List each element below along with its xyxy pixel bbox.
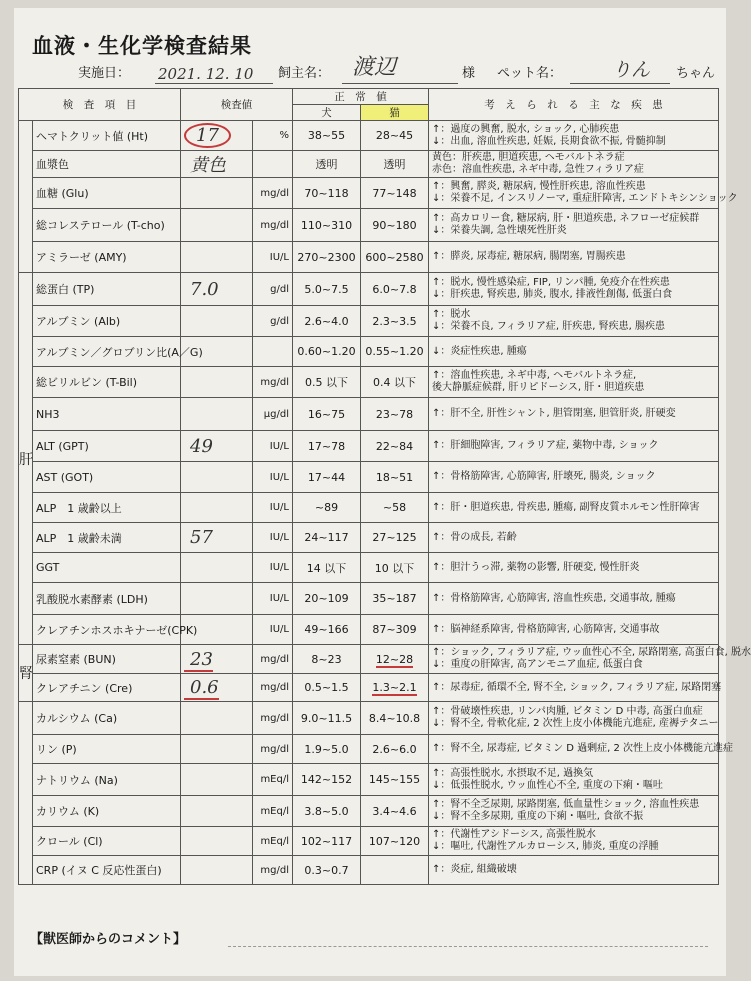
unit: mEq/l: [253, 796, 293, 827]
cat-range-text: 10 以下: [374, 561, 415, 575]
disease-up: ↑：尿毒症, 循環不全, 腎不全, ショック, フィラリア症, 尿路閉塞: [432, 681, 722, 693]
dog-range: 5.0~7.5: [293, 273, 361, 306]
unit: [253, 337, 293, 367]
unit: mg/dl: [253, 209, 293, 242]
col-disease: 考 え ら れ る 主 な 疾 患: [429, 89, 719, 121]
unit: g/dl: [253, 273, 293, 306]
vet-comment-label: 【獣医師からのコメント】: [30, 932, 187, 947]
item-name: ナトリウム (Na): [33, 764, 181, 796]
date-underline: [155, 83, 273, 84]
disease-list: [429, 796, 719, 827]
cat-range-text: 87~309: [372, 623, 417, 636]
item-name: ALP 1 歳齢以上: [33, 493, 181, 523]
item-name: カルシウム (Ca): [33, 702, 181, 735]
item-name: 総蛋白 (TP): [33, 273, 181, 306]
disease-list: [429, 645, 751, 674]
disease-up: ↑：腎不全, 尿毒症, ビタミン D 過剰症, 2 次性上皮小体機能亢進症: [432, 743, 734, 754]
test-value: [181, 583, 253, 615]
cat-range-text: 2.3~3.5: [372, 314, 417, 328]
item-name: NH3: [33, 398, 181, 431]
col-dog: 犬: [293, 105, 361, 121]
cat-range: [361, 553, 429, 583]
disease-list: [429, 273, 719, 306]
table-row: [19, 431, 719, 462]
unit: IU/L: [253, 553, 293, 583]
kidney-label: 腎: [19, 666, 33, 682]
table-row: [19, 796, 719, 827]
cat-range-text: 0.55~1.20: [365, 345, 424, 358]
table-row: [19, 306, 719, 337]
dog-range: 102~117: [293, 827, 361, 856]
chan-label: ちゃん: [676, 66, 716, 81]
test-value: [181, 367, 253, 398]
cat-range-text: 23~78: [375, 407, 414, 421]
item-name: GGT: [33, 553, 181, 583]
disease-down: ↓：重度の肝障害, 高アンモニア血症, 低蛋白食: [432, 659, 643, 670]
disease-list: [429, 493, 719, 523]
dog-range: 70~118: [293, 178, 361, 209]
owner-value: 渡辺: [352, 55, 397, 80]
disease-down: 後大静脈症候群, 肝リピドーシス, 肝・胆道疾患: [432, 382, 645, 393]
cat-range-text: 28~45: [375, 129, 414, 142]
table-row: [19, 553, 719, 583]
disease-down: ↓：腎不全, 骨軟化症, 2 次性上皮小体機能亢進症, 産褥テタニー: [432, 718, 719, 729]
disease-list: [429, 462, 719, 493]
test-value: [181, 856, 253, 885]
test-value-text: [184, 619, 190, 640]
test-value: [181, 645, 253, 674]
cat-range: [361, 764, 429, 796]
item-name: クロール (Cl): [33, 827, 181, 856]
item-name: ALT (GPT): [33, 431, 181, 462]
col-cat: 猫: [361, 105, 429, 121]
item-name: カリウム (K): [33, 796, 181, 827]
test-value: [181, 553, 253, 583]
test-value: [181, 398, 253, 431]
cat-range-text: 27~125: [372, 531, 417, 544]
test-value-text: [184, 183, 190, 204]
table-row: [19, 273, 719, 306]
test-value-text: [184, 404, 190, 425]
col-item: 検 査 項 目: [19, 89, 181, 121]
table-row: [19, 523, 719, 553]
test-value: [181, 242, 253, 273]
disease-up: ↑：ショック, フィラリア症, ウッ血性心不全, 尿路閉塞, 高蛋白食, 脱水: [432, 647, 751, 658]
test-value-text: 0.6: [184, 677, 219, 700]
cat-range-text: 透明: [383, 158, 406, 171]
disease-up: ↑：代謝性アシドーシス, 高張性脱水: [432, 829, 596, 840]
unit: mEq/l: [253, 764, 293, 796]
disease-up: ↑：膵炎, 尿毒症, 糖尿病, 腸閉塞, 胃腸疾患: [432, 251, 626, 262]
cat-range: [361, 242, 429, 273]
test-value: [181, 431, 253, 462]
unit: IU/L: [253, 242, 293, 273]
test-value-text: [184, 801, 190, 822]
test-value-text: [184, 372, 190, 393]
disease-up: ↑：脱水, 慢性感染症, FIP, リンパ腫, 免疫介在性疾患: [432, 277, 670, 288]
table-row: [19, 702, 719, 735]
unit: mg/dl: [253, 645, 293, 674]
disease-down: 赤色：溶血性疾患, ネギ中毒, 急性フィラリア症: [432, 164, 644, 175]
item-name: ALP 1 歳齢未満: [33, 523, 181, 553]
cat-range: [361, 523, 429, 553]
table-row: [19, 583, 719, 615]
disease-list: [429, 735, 734, 764]
unit: IU/L: [253, 462, 293, 493]
dog-range: 1.9~5.0: [293, 735, 361, 764]
test-value-text: [184, 860, 190, 881]
cat-range-text: 77~148: [372, 186, 417, 200]
disease-list: [429, 178, 738, 209]
disease-down: ↓：栄養不良, フィラリア症, 肝疾患, 腎疾患, 腸疾患: [432, 321, 666, 332]
page-title: 血液・生化学検査結果: [32, 34, 252, 58]
disease-up: ↑：肝・胆道疾患, 骨疾患, 腫瘍, 副腎皮質ホルモン性肝障害: [432, 501, 700, 513]
side-label: [19, 121, 33, 273]
disease-up: ↑：骨の成長, 若齢: [432, 531, 517, 543]
table-row: [19, 856, 719, 885]
disease-list: [429, 523, 719, 553]
dog-range: 0.60~1.20: [293, 337, 361, 367]
unit: μg/dl: [253, 398, 293, 431]
cat-range: [361, 796, 429, 827]
dog-range: 0.3~0.7: [293, 856, 361, 885]
disease-up: ↑：高カロリー食, 糖尿病, 肝・胆道疾患, ネフローゼ症候群: [432, 213, 700, 224]
table-row: [19, 735, 719, 764]
test-value: [181, 827, 253, 856]
unit: IU/L: [253, 493, 293, 523]
dog-range: 17~44: [293, 462, 361, 493]
item-name: 尿素窒素 (BUN): [33, 645, 181, 674]
disease-list: [429, 398, 719, 431]
test-value: [181, 209, 253, 242]
dog-range: 142~152: [293, 764, 361, 796]
unit: mg/dl: [253, 702, 293, 735]
item-name: 血漿色: [33, 151, 181, 178]
test-value-text: 49: [190, 435, 213, 457]
test-value: [181, 121, 253, 151]
disease-up: ↑：肝不全, 肝性シャント, 胆管閉塞, 胆管肝炎, 肝硬変: [432, 408, 676, 419]
test-value-text: [184, 497, 190, 518]
disease-up: ↑：脳神経系障害, 骨格筋障害, 心筋障害, 交通事故: [432, 623, 660, 635]
dog-range: 9.0~11.5: [293, 702, 361, 735]
owner-label: 飼主名：: [278, 66, 331, 81]
cat-range-text: 2.6~6.0: [372, 742, 417, 756]
table-row: [19, 615, 719, 645]
table-row: [19, 645, 719, 674]
test-value-text: [184, 215, 190, 236]
item-name: CRP (イヌ C 反応性蛋白): [33, 856, 181, 885]
test-value-text: [184, 311, 190, 332]
cat-range-text: 35~187: [372, 592, 417, 605]
test-value: [181, 702, 253, 735]
owner-underline: [342, 83, 458, 84]
cat-range-text: 18~51: [375, 470, 414, 484]
disease-up: ↑：肝細胞障害, フィラリア症, 薬物中毒, ショック: [432, 440, 659, 451]
cat-range: [361, 178, 429, 209]
disease-up: ↑：炎症, 組織破壊: [432, 864, 517, 875]
disease-up: ↑：骨格筋障害, 心筋障害, 溶血性疾患, 交通事故, 腫瘍: [432, 592, 676, 604]
disease-list: [429, 856, 719, 885]
cat-range: [361, 151, 429, 178]
disease-list: [429, 827, 719, 856]
table-row: [19, 764, 719, 796]
cat-range: [361, 121, 429, 151]
disease-down: ↓：栄養不足, インスリノーマ, 重症肝障害, エンドトキシンショック: [432, 193, 738, 204]
cat-range: [361, 493, 429, 523]
cat-range: [361, 702, 429, 735]
disease-list: [429, 431, 719, 462]
disease-list: [429, 615, 719, 645]
test-value: [181, 178, 253, 209]
unit: IU/L: [253, 615, 293, 645]
disease-down: ↓：嘔吐, 代謝性アルカローシス, 肺炎, 重度の浮腫: [432, 841, 659, 852]
cat-range-text: 107~120: [368, 834, 421, 848]
cat-range: [361, 735, 429, 764]
test-value: [181, 273, 253, 306]
test-value: [181, 764, 253, 796]
table-row: [19, 827, 719, 856]
results-table: [18, 88, 751, 885]
test-value: [181, 306, 253, 337]
disease-list: [429, 553, 719, 583]
table-row: [19, 178, 719, 209]
table-row: [19, 398, 719, 431]
test-value-text: [184, 739, 190, 760]
test-value-text: [184, 588, 190, 609]
disease-down: ↓：肝疾患, 腎疾患, 肺炎, 腹水, 排液性創傷, 低蛋白食: [432, 289, 673, 300]
cat-range-text: 22~84: [375, 439, 414, 453]
table-row: [19, 367, 719, 398]
cat-range: [361, 827, 429, 856]
disease-up: ↑：溶血性疾患, ネギ中毒, ヘモバルトネラ症,: [432, 370, 637, 381]
item-name: AST (GOT): [33, 462, 181, 493]
cat-range-text: 90~180: [372, 218, 417, 232]
disease-up: ↑：胆汁うっ滞, 薬物の影響, 肝硬変, 慢性肝炎: [432, 561, 640, 573]
test-value: [181, 523, 253, 553]
table-row: [19, 493, 719, 523]
unit: IU/L: [253, 583, 293, 615]
unit: [253, 151, 293, 178]
item-name: 血糖 (Glu): [33, 178, 181, 209]
table-row: [19, 337, 719, 367]
test-value-text: 7.0: [190, 278, 219, 300]
disease-down: ↓：出血, 溶血性疾患, 妊娠, 長期食欲不振, 骨髄抑制: [432, 135, 666, 147]
cat-range-text: 1.3~2.1: [372, 681, 417, 694]
cat-range: [361, 367, 429, 398]
cat-range: [361, 398, 429, 431]
table-row: [19, 121, 719, 151]
dog-range: 270~2300: [293, 242, 361, 273]
dog-range: 38~55: [293, 121, 361, 151]
disease-down: ↓：腎不全多尿期, 重度の下痢・嘔吐, 食欲不振: [432, 811, 644, 822]
unit: IU/L: [253, 523, 293, 553]
disease-up: ↓：炎症性疾患, 腫瘍: [432, 345, 527, 357]
item-name: アルブミン／グロブリン比(A／G): [33, 337, 181, 367]
disease-up: ↑：骨破壊性疾患, リンパ肉腫, ビタミン D 中毒, 高蛋白血症: [432, 706, 703, 717]
dog-range: 16~75: [293, 398, 361, 431]
dog-range: 0.5 以下: [293, 367, 361, 398]
disease-list: [429, 209, 719, 242]
item-name: アミラーゼ (AMY): [33, 242, 181, 273]
test-value: [181, 796, 253, 827]
table-row: [19, 674, 719, 702]
cat-range: [361, 273, 429, 306]
disease-list: [429, 306, 719, 337]
dog-range: ~89: [293, 493, 361, 523]
cat-range: [361, 615, 429, 645]
unit: mg/dl: [253, 735, 293, 764]
cat-range-text: 12~28: [375, 652, 414, 666]
test-value-text: [184, 557, 190, 578]
test-value-text: [184, 769, 190, 790]
cat-range: [361, 337, 429, 367]
unit: IU/L: [253, 431, 293, 462]
disease-up: ↑：過度の興奮, 脱水, ショック, 心肺疾患: [432, 123, 620, 135]
cat-range-text: ~58: [382, 501, 407, 514]
disease-list: [429, 674, 722, 702]
cat-range-text: 3.4~4.6: [372, 804, 417, 818]
cat-range-text: 0.4 以下: [373, 376, 416, 389]
side-label: [19, 645, 33, 702]
col-normal: 正 常 値: [293, 89, 429, 105]
cat-range-text: 6.0~7.8: [372, 282, 417, 296]
item-name: リン (P): [33, 735, 181, 764]
cat-range-text: 8.4~10.8: [368, 711, 421, 725]
test-value: [181, 151, 253, 178]
item-name: 乳酸脱水素酵素 (LDH): [33, 583, 181, 615]
disease-list: [429, 151, 719, 178]
disease-list: [429, 367, 719, 398]
cat-range: [361, 674, 429, 702]
unit: mg/dl: [253, 856, 293, 885]
table-row: [19, 151, 719, 178]
test-value-text: [184, 341, 190, 362]
dog-range: 24~117: [293, 523, 361, 553]
test-value-text: [184, 708, 190, 729]
date-label: 実施日：: [78, 66, 131, 81]
cat-range-text: 600~2580: [365, 250, 424, 264]
test-value: [181, 735, 253, 764]
disease-down: ↓：低張性脱水, ウッ血性心不全, 重度の下痢・嘔吐: [432, 779, 663, 791]
test-value: [181, 674, 253, 702]
test-value-text: [184, 831, 190, 852]
unit: %: [253, 121, 293, 151]
table-row: [19, 209, 719, 242]
disease-up: 黄色：肝疾患, 胆道疾患, ヘモバルトネラ症: [432, 152, 625, 163]
disease-up: ↑：腎不全乏尿期, 尿路閉塞, 低血量性ショック, 溶血性疾患: [432, 799, 700, 810]
item-name: 総ビリルビン (T-Bil): [33, 367, 181, 398]
dog-range: 49~166: [293, 615, 361, 645]
cat-range: [361, 856, 429, 885]
side-label: [19, 702, 33, 885]
cat-range: [361, 431, 429, 462]
disease-down: ↓：栄養失調, 急性壊死性肝炎: [432, 225, 567, 236]
test-value: [181, 493, 253, 523]
item-name: ヘマトクリット値 (Ht): [33, 121, 181, 151]
comment-line: [228, 946, 708, 947]
cat-range: [361, 209, 429, 242]
cat-range: [361, 583, 429, 615]
unit: mg/dl: [253, 178, 293, 209]
pet-value: りん: [612, 59, 651, 81]
dog-range: 8~23: [293, 645, 361, 674]
test-value-text: [184, 247, 190, 268]
disease-list: [429, 583, 719, 615]
test-value-text: 23: [184, 649, 213, 672]
disease-up: ↑：興奮, 膵炎, 糖尿病, 慢性肝疾患, 溶血性疾患: [432, 181, 646, 192]
item-name: アルブミン (Alb): [33, 306, 181, 337]
liver-label: 肝: [19, 451, 33, 468]
test-value: [181, 462, 253, 493]
item-name: クレアチニン (Cre): [33, 674, 181, 702]
test-value-text: [184, 467, 190, 488]
test-value-text: 57: [190, 527, 213, 548]
dog-range: 透明: [293, 151, 361, 178]
disease-list: [429, 702, 719, 735]
dog-range: 14 以下: [293, 553, 361, 583]
disease-list: [429, 242, 719, 273]
cat-range: [361, 645, 429, 674]
unit: mEq/l: [253, 827, 293, 856]
dog-range: 110~310: [293, 209, 361, 242]
test-value-text: 17: [184, 123, 231, 148]
dog-range: 20~109: [293, 583, 361, 615]
unit: mg/dl: [253, 367, 293, 398]
item-name: 総コレステロール (T-cho): [33, 209, 181, 242]
item-name: クレアチンホスホキナーゼ(CPK): [33, 615, 181, 645]
disease-list: [429, 764, 719, 796]
cat-range-text: 145~155: [368, 773, 421, 786]
table-row: [19, 462, 719, 493]
disease-up: ↑：高張性脱水, 水摂取不足, 過換気: [432, 767, 594, 779]
side-label: [19, 273, 33, 645]
cat-range: [361, 306, 429, 337]
unit: mg/dl: [253, 674, 293, 702]
disease-list: [429, 337, 719, 367]
table-row: [19, 242, 719, 273]
pet-underline: [570, 83, 670, 84]
disease-up: ↑：脱水: [432, 309, 471, 320]
date-value: 2021. 12. 10: [158, 65, 254, 83]
dog-range: 17~78: [293, 431, 361, 462]
sama-label: 様: [462, 66, 476, 81]
col-value: 検査値: [181, 89, 293, 121]
dog-range: 2.6~4.0: [293, 306, 361, 337]
dog-range: 0.5~1.5: [293, 674, 361, 702]
pet-label: ペット名：: [497, 66, 563, 81]
dog-range: 3.8~5.0: [293, 796, 361, 827]
disease-up: ↑：骨格筋障害, 心筋障害, 肝壊死, 腸炎, ショック: [432, 471, 656, 482]
test-value-text: 黄色: [190, 155, 226, 176]
unit: g/dl: [253, 306, 293, 337]
cat-range: [361, 462, 429, 493]
disease-list: [429, 121, 719, 151]
